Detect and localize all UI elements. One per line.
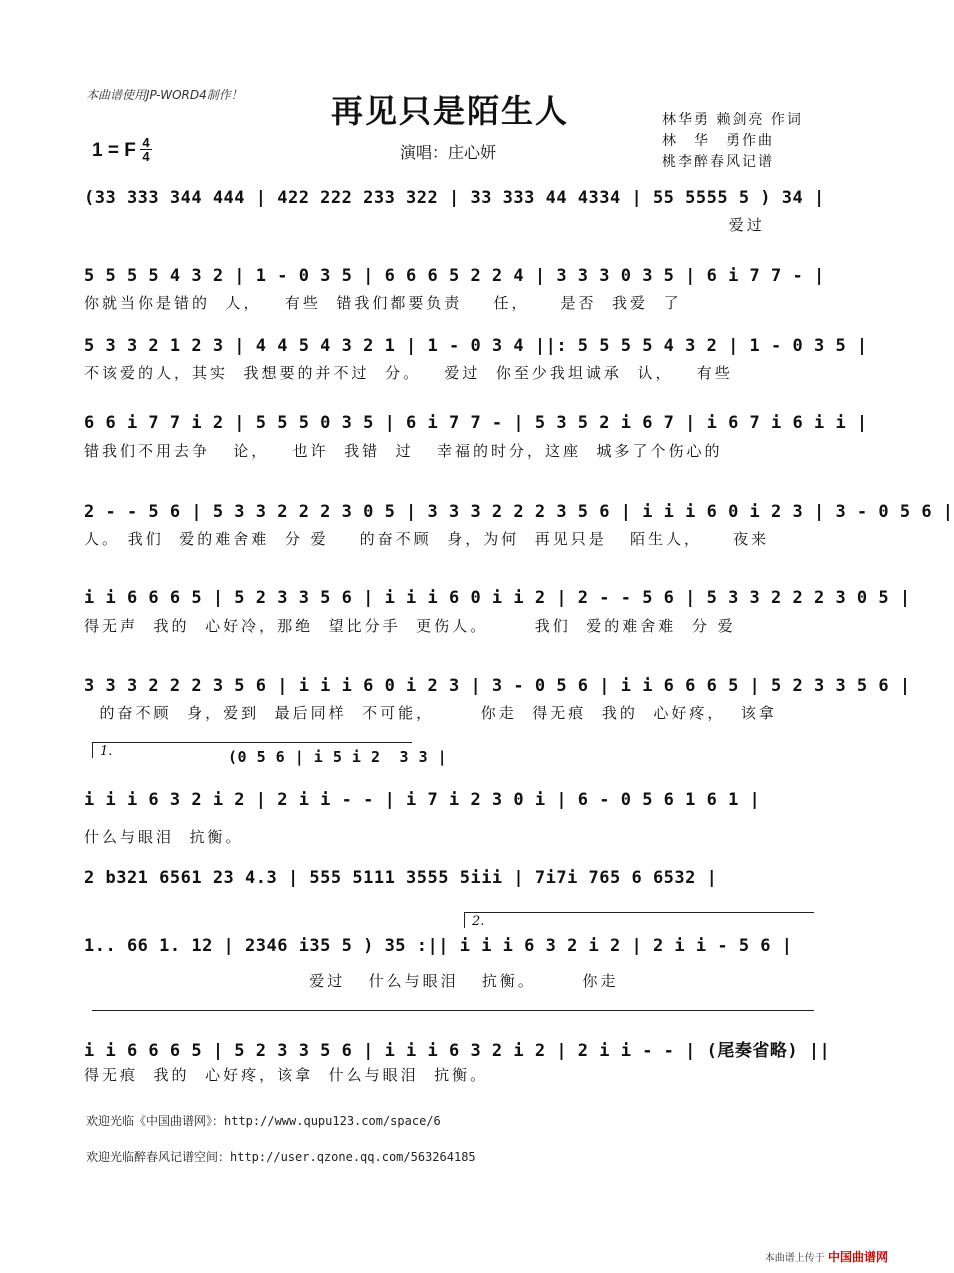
volta-2-bracket-edge: [464, 912, 465, 928]
lyric-line: 不该爱的人，其实 我想要的并不过 分。 爱过 你至少我坦诚承 认， 有些: [84, 364, 733, 382]
singer-credit: 演唱：庄心妍: [400, 143, 497, 162]
volta-2-bracket: [464, 912, 814, 913]
score-line: 1.. 66 1. 12 | 2346 i35 5 ) 35 :|| i i i 6 3 2 i 2 | 2 i i - 5 6 |: [84, 936, 793, 956]
lyric-line: 得无声 我的 心好冷，那绝 望比分手 更伤人。 我们 爱的难舍难 分 爱: [84, 617, 736, 635]
volta-2-label: 2.: [472, 914, 485, 929]
score-line: 2 b321 6561 23 4.3 | 555 5111 3555 5iii | 7i7i 765 6 6532 |: [84, 868, 718, 888]
lyric-line: 爱过: [84, 216, 765, 234]
score-line: (33 333 344 444 | 422 222 233 322 | 33 333 44 4334 | 55 5555 5 ) 34 |: [84, 188, 825, 208]
song-title: 再见只是陌生人: [330, 92, 569, 130]
lyric-line: 什么与眼泪 抗衡。: [84, 828, 244, 846]
time-signature-bottom: 4: [142, 149, 150, 164]
upload-badge: [765, 1248, 888, 1265]
upload-badge-text: 本曲谱上传于: [764, 1253, 825, 1264]
score-line: 5 5 5 5 4 3 2 | 1 - 0 3 5 | 6 6 6 5 2 2 4 | 3 3 3 0 3 5 | 6 i 7 7 - |: [84, 266, 825, 286]
lyric-line: 人。 我们 爱的难舍难 分 爱 的奋不顾 身，为何 再见只是 陌生人， 夜来: [84, 530, 770, 548]
composer-credit: 林 华 勇作曲: [662, 133, 774, 149]
score-line: 6 6 i 7 7 i 2 | 5 5 5 0 3 5 | 6 i 7 7 - | 5 3 5 2 i 6 7 | i 6 7 i 6 i i |: [84, 413, 868, 433]
footer-link-qupu[interactable]: 欢迎光临《中国曲谱网》：http://www.qupu123.com/space/6: [86, 1114, 441, 1128]
software-credit-note: 本曲谱使用JP-WORD4制作！: [86, 88, 243, 102]
footer-link-qzone[interactable]: 欢迎光临醉春风记谱空间：http://user.qzone.qq.com/563264185: [86, 1150, 476, 1164]
time-signature-top: 4: [142, 135, 150, 150]
lyric-line: 的奋不顾 身，爱到 最后同样 不可能， 你走 得无痕 我的 心好疼， 该拿: [84, 704, 777, 722]
credits-block: [662, 110, 803, 173]
lyric-line: 得无痕 我的 心好疼，该拿 什么与眼泪 抗衡。: [84, 1066, 489, 1084]
score-line: 3 3 3 2 2 2 3 5 6 | i i i 6 0 i 2 3 | 3 - 0 5 6 | i i 6 6 6 5 | 5 2 3 3 5 6 |: [84, 676, 911, 696]
volta-1-bracket-edge: [92, 742, 93, 758]
lyric-line: 错我们不用去争 论， 也许 我错 过 幸福的时分，这座 城多了个伤心的: [84, 442, 723, 460]
score-line: i i i 6 3 2 i 2 | 2 i i - - | i 7 i 2 3 0 i | 6 - 0 5 6 1 6 1 |: [84, 790, 761, 810]
volta-1-overlay-line: (0 5 6 | i 5 i 2 3 3 |: [228, 748, 448, 766]
volta-1-bracket: [92, 742, 412, 743]
score-line: i i 6 6 6 5 | 5 2 3 3 5 6 | i i i 6 3 2 i 2 | 2 i i - - | (尾奏省略) ||: [84, 1041, 831, 1061]
transcriber-credit: 桃李醉春风记谱: [662, 154, 774, 170]
score-line: 2 - - 5 6 | 5 3 3 2 2 2 3 0 5 | 3 3 3 2 2 2 3 5 6 | i i i 6 0 i 2 3 | 3 - 0 5 6 |: [84, 502, 954, 522]
lyric-line: 爱过 什么与眼泪 抗衡。 你走: [84, 972, 619, 990]
section-rule: [92, 1010, 814, 1011]
time-signature: [140, 136, 152, 163]
score-line: 5 3 3 2 1 2 3 | 4 4 5 4 3 2 1 | 1 - 0 3 4 ||: 5 5 5 5 4 3 2 | 1 - 0 3 5 |: [84, 336, 868, 356]
key-signature: 1 = F: [92, 140, 136, 161]
volta-1-label: 1.: [100, 744, 113, 759]
lyric-line: 你就当你是错的 人， 有些 错我们都要负责 任， 是否 我爱 了: [84, 294, 682, 312]
lyricist-credit: 林华勇 赖剑亮 作词: [662, 112, 803, 128]
score-line: i i 6 6 6 5 | 5 2 3 3 5 6 | i i i 6 0 i i 2 | 2 - - 5 6 | 5 3 3 2 2 2 3 0 5 |: [84, 588, 911, 608]
qupu-logo: 中国曲谱网: [827, 1250, 888, 1264]
